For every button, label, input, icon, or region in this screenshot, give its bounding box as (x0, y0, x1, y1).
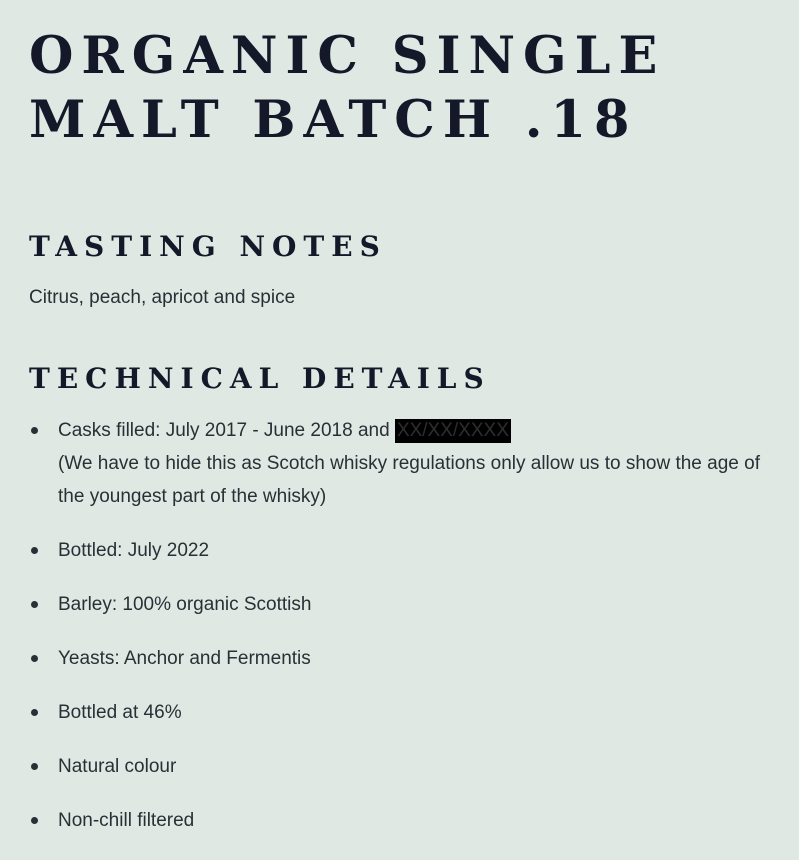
bullet-icon (31, 547, 38, 554)
detail-text: Bottled at 46% (58, 702, 182, 723)
product-title (29, 24, 769, 152)
detail-abv (29, 696, 779, 729)
detail-text: Yeasts: Anchor and Fermentis (58, 648, 311, 669)
tasting-notes-heading: TASTING NOTES (29, 230, 387, 263)
detail-text: Bottled: July 2022 (58, 540, 210, 561)
bullet-icon (31, 763, 38, 770)
bullet-icon (31, 601, 38, 608)
casks-regulation-note: (We have to hide this as Scotch whisky regulations only allow us to show the age of the youngest part of the whisky) (58, 453, 760, 507)
bullet-icon (31, 655, 38, 662)
technical-details-list (29, 414, 779, 837)
bullet-icon (31, 817, 38, 824)
detail-filtration (29, 804, 779, 837)
detail-text: Natural colour (58, 756, 177, 777)
detail-colour (29, 750, 779, 783)
detail-text: Non-chill filtered (58, 810, 195, 831)
detail-casks-filled (29, 414, 779, 513)
tasting-notes-text: Citrus, peach, apricot and spice (29, 287, 296, 308)
bullet-icon (31, 427, 38, 434)
detail-barley (29, 588, 779, 621)
title-line-1: ORGANIC SINGLE (29, 26, 666, 86)
bullet-icon (31, 709, 38, 716)
detail-bottled-date (29, 534, 779, 567)
redacted-date: XX/XX/XXXX (396, 420, 509, 441)
detail-yeasts (29, 642, 779, 675)
title-line-2: MALT BATCH .18 (29, 90, 638, 150)
detail-text: Barley: 100% organic Scottish (58, 594, 312, 615)
casks-filled-text: Casks filled: July 2017 - June 2018 and (58, 420, 390, 441)
technical-details-heading: TECHNICAL DETAILS (29, 362, 491, 395)
